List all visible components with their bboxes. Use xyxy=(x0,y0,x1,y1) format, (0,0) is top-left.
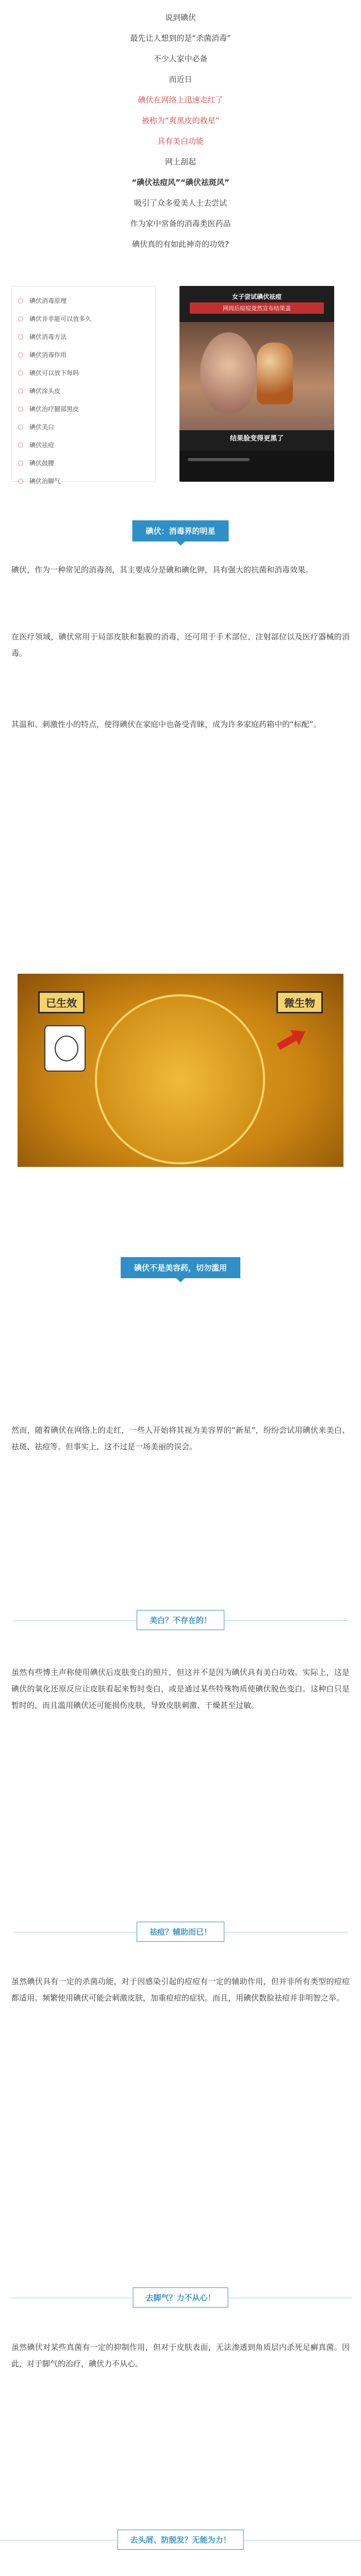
circle-bullet-icon xyxy=(18,425,23,430)
toc-item[interactable] xyxy=(18,346,149,364)
video-progress-bar[interactable] xyxy=(179,451,334,482)
toc-item[interactable] xyxy=(18,436,149,454)
toc-item[interactable] xyxy=(18,310,149,328)
toc-item[interactable] xyxy=(18,418,149,436)
petri-dish-illustration xyxy=(95,994,265,1164)
intro-line-highlight: 碘伏在网络上迅速走红了 xyxy=(138,95,223,105)
toc-item-label: 碘伏并非能可以放多久 xyxy=(29,315,92,323)
circle-bullet-icon xyxy=(18,298,23,303)
toc-item-label: 碘伏美白 xyxy=(29,423,55,431)
toc-and-video xyxy=(11,286,350,485)
circle-bullet-icon xyxy=(18,443,23,448)
toc-item[interactable] xyxy=(18,292,149,310)
paragraph: 在医疗领域，碘伏常用于局部皮肤和黏膜的消毒，还可用于手术部位、注射部位以及医疗器械的消毒。 xyxy=(11,632,350,658)
circle-bullet-icon xyxy=(18,334,23,340)
toc-item-label: 碘伏鼓腰 xyxy=(29,460,55,467)
paragraph: 其温和、刺激性小的特点，使得碘伏在家庭中也备受青睐，成为许多家庭药箱中的“标配”。 xyxy=(11,720,321,729)
toc-item[interactable] xyxy=(18,364,149,382)
circle-bullet-icon xyxy=(18,352,23,358)
intro-line-bold: “碘伏祛痘风”“碘伏祛斑风” xyxy=(132,178,229,187)
iodine-bottle-illustration xyxy=(257,343,293,404)
intro-line: 不少人家中必备 xyxy=(153,54,208,63)
toc-item-label: 碘伏治脚气 xyxy=(29,478,61,485)
video-title: 女子尝试碘伏祛痘 xyxy=(232,293,282,300)
toc-item-label: 碘伏涂头皮 xyxy=(29,387,61,395)
paragraph: 虽然碘伏具有一定的杀菌功能，对于因感染引起的痘痘有一定的辅助作用，但并非所有类型的痘痘都适用。频繁使用碘伏可能会刺激皮肤，加重痘痘的症状。而且，用碘伏数脸祛痘并非明智之举。 xyxy=(11,1977,350,2003)
section-title: 碘伏：消毒界的明星 xyxy=(132,520,228,541)
subsection-title: 去头屑、防脱发？无能为力！ xyxy=(117,2530,243,2550)
toc-item-label: 碘伏消毒作用 xyxy=(29,351,67,359)
toc-item-label: 碘伏治疗腿部黑皮 xyxy=(29,405,79,413)
toc-item-label: 碘伏可以放下每吗 xyxy=(29,369,79,377)
paragraph: 虽然碘伏对某些真菌有一定的抑制作用，但对于皮肤表面，无法渗透到角质层内杀死足癣真菌。因此，对于脚气的治疗，碘伏力不从心。 xyxy=(11,2343,350,2368)
intro-line: 网上刮起 xyxy=(165,157,196,166)
intro-line-highlight: 被称为“爽黑皮的救星” xyxy=(141,116,220,125)
toc-item[interactable] xyxy=(18,454,149,472)
face-emoji-icon xyxy=(44,1025,86,1072)
circle-bullet-icon xyxy=(18,461,23,466)
toc-item-label: 碘伏祛痘 xyxy=(29,442,55,449)
circle-bullet-icon xyxy=(18,406,23,412)
intro-line: 而近日 xyxy=(169,75,192,84)
progress-track xyxy=(188,458,250,461)
intro-block xyxy=(0,0,361,255)
image-label-right: 微生物 xyxy=(276,991,323,1013)
subsection-title: 去脚气？力不从心！ xyxy=(133,2287,228,2308)
video-subtitle: 网周后痘痘竟然宣布结果盖 xyxy=(190,302,324,314)
face-illustration xyxy=(200,332,257,415)
table-of-contents xyxy=(11,286,156,485)
intro-line: 作为家中常备的消毒类医药品 xyxy=(130,219,231,228)
toc-item[interactable] xyxy=(18,472,149,490)
circle-bullet-icon xyxy=(18,370,23,376)
arrow-icon xyxy=(274,1024,310,1054)
subsection-title: 祛痘？辅助而已！ xyxy=(137,1922,224,1942)
intro-line: 说到碘伏 xyxy=(165,13,196,22)
intro-line: 吸引了众多爱美人士去尝试 xyxy=(134,198,227,208)
toc-item[interactable] xyxy=(18,382,149,400)
paragraph: 虽然有些博主声称使用碘伏后皮肤变白的照片，但这并不是因为碘伏具有美白功效。实际上，这是碘伏的氧化还原反应让皮肤看起来暂时变白，或是通过某些特殊物质使碘伏脱色变白。这种白只是暂时的，而且滥用碘伏还可能损伤皮肤，导致皮肤刺激、干燥甚至过敏。 xyxy=(11,1668,350,1710)
video-screenshot[interactable] xyxy=(179,286,334,482)
toc-item-label: 碘伏消毒原理 xyxy=(29,297,67,304)
petri-dish-image xyxy=(18,974,343,1167)
intro-line-highlight: 具有美白功能 xyxy=(157,137,204,146)
video-caption: 结果脸变得更黑了 xyxy=(229,435,284,443)
toc-item-label: 碘伏消毒方法 xyxy=(29,333,67,341)
intro-line: 碘伏真的有如此神奇的功效? xyxy=(132,240,229,249)
paragraph: 碘伏，作为一种常见的消毒剂，其主要成分是碘和碘化钾，具有强大的抗菌和消毒效果。 xyxy=(11,565,314,574)
section-title: 碘伏不是美容药，切勿滥用 xyxy=(121,1257,240,1278)
circle-bullet-icon xyxy=(18,388,23,394)
toc-item[interactable] xyxy=(18,328,149,346)
subsection-title: 美白？不存在的！ xyxy=(137,1610,224,1630)
circle-bullet-icon xyxy=(18,479,23,484)
intro-line: 最先让人想到的是“杀菌消毒” xyxy=(130,33,231,43)
paragraph: 然而，随着碘伏在网络上的走红，一些人开始将其视为美容界的“新星”，纷纷尝试用碘伏来美白、祛斑、祛痘等。但事实上，这不过是一场美丽的误会。 xyxy=(11,1426,350,1451)
toc-item[interactable] xyxy=(18,400,149,418)
circle-bullet-icon xyxy=(18,316,23,321)
image-label-left: 已生效 xyxy=(38,991,85,1013)
